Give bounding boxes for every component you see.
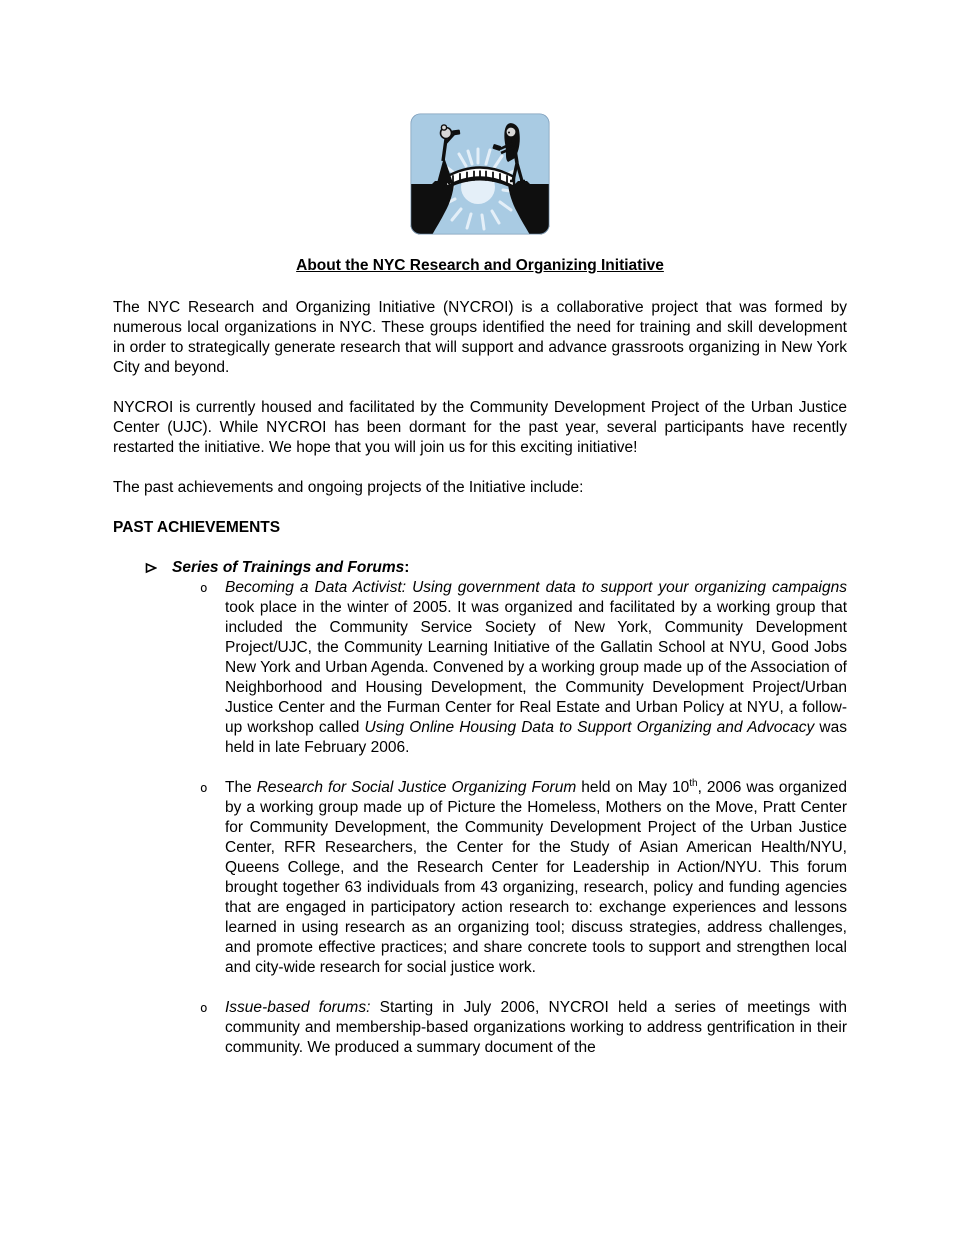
trainings-heading-row [113,558,847,578]
lead-in-paragraph: The past achievements and ongoing projects of the Initiative include: [113,479,584,496]
circle-bullet: o [200,580,208,595]
list-item-data-activist [113,578,847,758]
list-item-social-justice-forum [113,778,847,978]
arrowhead-right-icon [145,558,172,578]
document-body [113,256,847,1058]
ordinal-superscript: th [689,777,698,789]
list-item-text: The Research for Social Justice Organizing Forum held on May 10th, 2006 was organized by a working group made up of Picture the Homeless, Mothers on the Move, Pratt Center for Community Development, the Community Development Project of the Urban Justice Center, RFR Researchers, the Center for the Study of Asian American Health/NYU, Queens College, and the Research Center for Leadership in Action/NYU. This forum brought together 63 individuals from 43 organizing, research, policy and funding agencies that are engaged in participatory action research to: exchange experiences and lessons learned in using research as an organizing tool; discuss strategies, address challenges, and promote effective practices; and share concrete tools to support and strengthen local and city-wide research for social justice work. [225,777,848,976]
document-title: About the NYC Research and Organizing Initiative [296,257,664,274]
list-item-issue-based-forums [113,998,847,1058]
intro-paragraph: The NYC Research and Organizing Initiative (NYCROI) is a collaborative project that was formed by numerous local organizations in NYC. These groups identified the need for training and skill development in order to strategically generate research that will support and advance grassroots organizing in New York City and beyond. [113,299,847,376]
past-achievements-heading: PAST ACHIEVEMENTS [113,519,281,536]
bridge-between-cliffs-icon [410,113,550,235]
circle-bullet: o [200,1000,208,1015]
list-item-text: Issue-based forums: Starting in July 2006, NYCROI held a series of meetings with community and membership-based organizations working to address gentrification in their community. We produced a summary document of the [225,999,848,1056]
logo-container [0,113,960,235]
list-item-text: Becoming a Data Activist: Using government data to support your organizing campaigns took place in the winter of 2005. It was organized and facilitated by a working group that included the Community Service Society of New York, Community Development Project/UJC, the Community Learning Initiative of the Gallatin School at NYU, Good Jobs New York and Urban Agenda. Convened by a working group made up of the Association of Neighborhood and Housing Development, the Community Development Project/Urban Justice Center and the Furman Center for Real Estate and Urban Policy at NYU, a follow-up workshop called Using Online Housing Data to Support Organizing and Advocacy was held in late February 2006. [225,579,847,756]
trainings-heading: Series of Trainings and Forums: [172,559,410,576]
housing-paragraph: NYCROI is currently housed and facilitated by the Community Development Project of the Urban Justice Center (UJC). While NYCROI has been dormant for the past year, several participants have recently restarted the initiative. We hope that you will join us for this exciting initiative! [113,399,847,456]
circle-bullet: o [200,780,208,795]
